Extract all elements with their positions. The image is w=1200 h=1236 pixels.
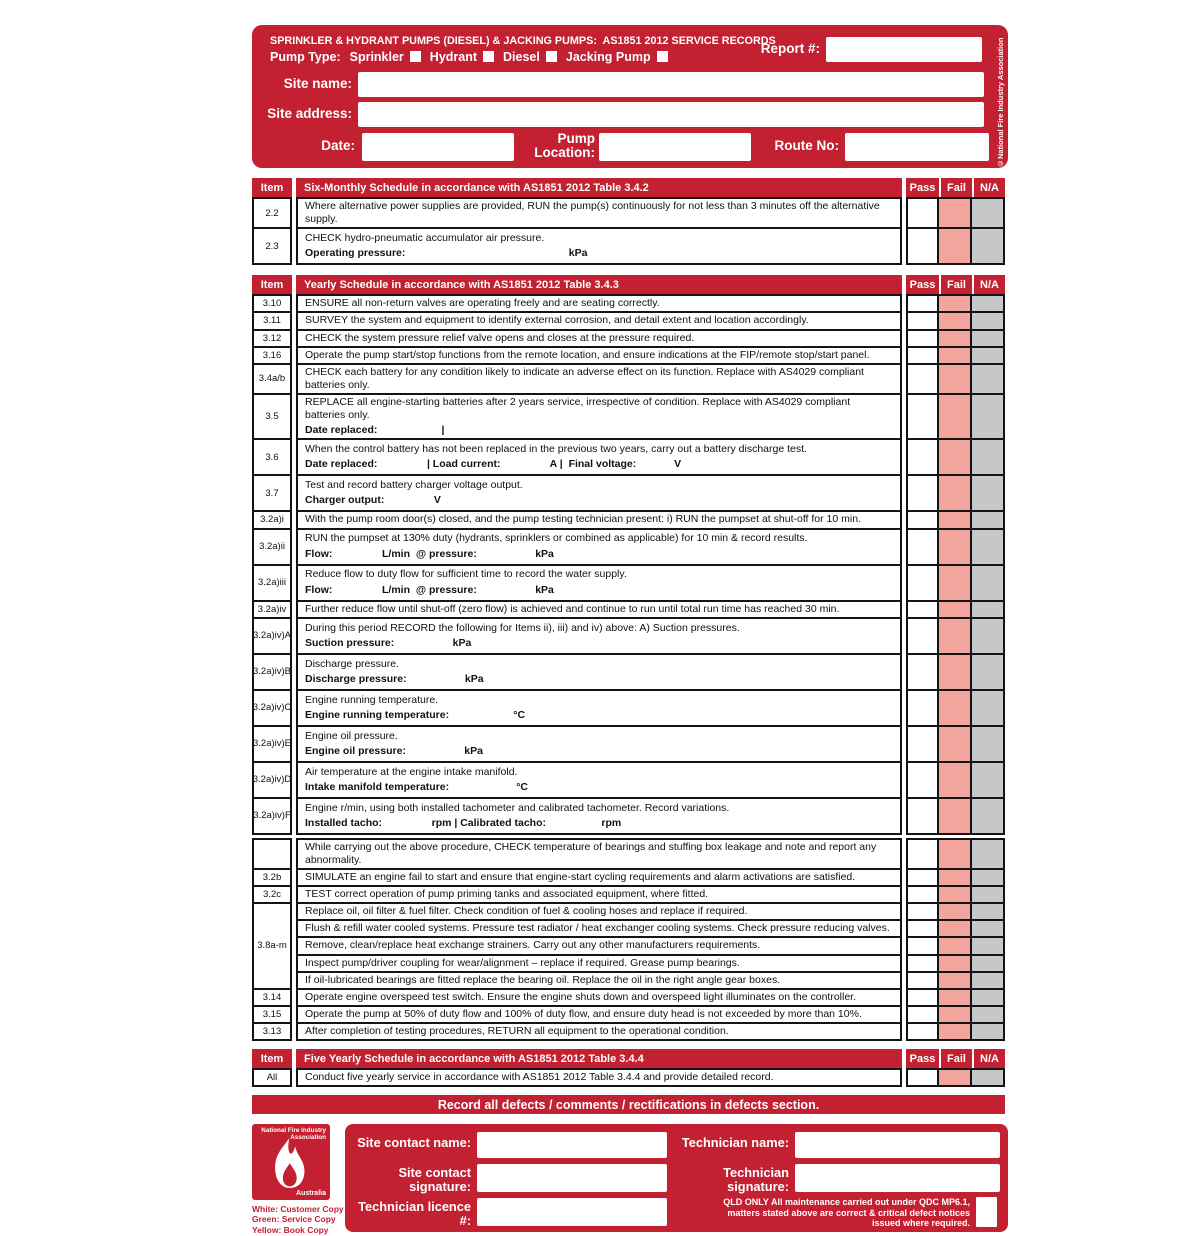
fail-cell[interactable] bbox=[939, 617, 972, 655]
fail-cell[interactable] bbox=[939, 393, 972, 440]
technician-licence-input[interactable] bbox=[477, 1198, 667, 1226]
pump-type-label: Pump Type: bbox=[270, 50, 341, 64]
na-cell[interactable] bbox=[972, 838, 1005, 870]
pass-cell[interactable] bbox=[906, 227, 939, 265]
item-cell: 3.2a)iv bbox=[252, 600, 292, 619]
na-cell[interactable] bbox=[972, 393, 1005, 440]
na-cell[interactable] bbox=[972, 528, 1005, 566]
na-cell[interactable] bbox=[972, 797, 1005, 835]
task-text: Reduce flow to duty flow for sufficient time to record the water supply. bbox=[305, 568, 627, 581]
task-text: Replace oil, oil filter & fuel filter. Check condition of fuel & cooling hoses and replace if required. bbox=[305, 905, 748, 918]
table-row bbox=[252, 725, 1005, 763]
record-line: Intake manifold temperature: °C bbox=[305, 780, 528, 793]
pass-cell[interactable] bbox=[906, 653, 939, 691]
pass-cell[interactable] bbox=[906, 797, 939, 835]
fail-column-header: Fail bbox=[939, 178, 972, 197]
item-cell: 3.6 bbox=[252, 438, 292, 476]
copy-legend bbox=[252, 1204, 344, 1235]
desc-cell bbox=[296, 1022, 902, 1041]
task-text: Conduct five yearly service in accordance with AS1851 2012 Table 3.4.4 and provide detailed record. bbox=[305, 1071, 774, 1084]
item-cell: 3.13 bbox=[252, 1022, 292, 1041]
table-header bbox=[252, 178, 1005, 197]
item-cell: 3.8a-m bbox=[252, 902, 292, 990]
na-cell[interactable] bbox=[972, 617, 1005, 655]
na-cell[interactable] bbox=[972, 438, 1005, 476]
fail-column-header: Fail bbox=[939, 1049, 972, 1068]
qld-checkbox[interactable] bbox=[976, 1197, 997, 1227]
item-column-header: Item bbox=[252, 178, 292, 197]
schedule-title: Six-Monthly Schedule in accordance with AS1851 2012 Table 3.4.2 bbox=[296, 178, 902, 197]
pass-cell[interactable] bbox=[906, 564, 939, 602]
item-cell: 3.7 bbox=[252, 474, 292, 512]
table-row bbox=[252, 1068, 1005, 1087]
pump-location-input[interactable] bbox=[599, 133, 751, 161]
table-row bbox=[252, 838, 1005, 870]
table-row bbox=[252, 363, 1005, 395]
desc-cell bbox=[296, 393, 902, 440]
task-text: Further reduce flow until shut-off (zero flow) is achieved and continue to run until total run time has reached 30 min. bbox=[305, 602, 840, 615]
item-cell: 3.2a)ii bbox=[252, 528, 292, 566]
pump-type-option-label: Diesel bbox=[503, 50, 540, 64]
table-row bbox=[252, 227, 1005, 265]
six-monthly-table bbox=[252, 178, 1005, 265]
pump-type-checkbox-hydrant[interactable] bbox=[483, 51, 494, 62]
task-text: CHECK hydro-pneumatic accumulator air pressure. bbox=[305, 232, 545, 245]
pass-column-header: Pass bbox=[906, 178, 939, 197]
pass-column-header: Pass bbox=[906, 1049, 939, 1068]
pass-cell[interactable] bbox=[906, 725, 939, 763]
table-header bbox=[252, 1049, 1005, 1068]
na-cell[interactable] bbox=[972, 227, 1005, 265]
pass-cell[interactable] bbox=[906, 393, 939, 440]
technician-signature-label: Technician signature: bbox=[723, 1165, 789, 1195]
pass-cell[interactable] bbox=[906, 474, 939, 512]
item-cell: 3.2a)iv)D bbox=[252, 761, 292, 799]
pass-cell[interactable] bbox=[906, 1068, 939, 1087]
site-contact-signature-input[interactable] bbox=[477, 1164, 667, 1192]
record-line: Operating pressure: kPa bbox=[305, 247, 588, 260]
date-input[interactable] bbox=[362, 133, 514, 161]
item-cell: 3.2c bbox=[252, 885, 292, 904]
task-text: SIMULATE an engine fail to start and ensure that engine-start cycling requirements and alarm activations are satisfied. bbox=[305, 870, 856, 883]
task-text: Operate the pump at 50% of duty flow and 100% of duty flow, and ensure duty head is not exceeded by more than 10%. bbox=[305, 1007, 862, 1020]
fail-cell[interactable] bbox=[939, 653, 972, 691]
route-no-label: Route No: bbox=[774, 138, 839, 153]
desc-cell bbox=[296, 363, 902, 395]
table-row bbox=[252, 653, 1005, 691]
record-line: Installed tacho: rpm | Calibrated tacho: rpm bbox=[305, 816, 622, 829]
item-cell: 3.10 bbox=[252, 294, 292, 313]
pass-cell[interactable] bbox=[906, 761, 939, 799]
task-text: Air temperature at the engine intake manifold. bbox=[305, 765, 518, 778]
table-row bbox=[252, 197, 1005, 229]
fail-cell[interactable] bbox=[939, 363, 972, 395]
table-row bbox=[252, 528, 1005, 566]
pump-type-option-hydrant bbox=[430, 50, 494, 64]
schedule-title: Yearly Schedule in accordance with AS1851 2012 Table 3.4.3 bbox=[296, 275, 902, 294]
task-text: Where alternative power supplies are provided, RUN the pump(s) continuously for not less than 3 minutes off the alternative supply. bbox=[305, 200, 880, 226]
item-cell: 3.11 bbox=[252, 311, 292, 330]
table-row bbox=[252, 689, 1005, 727]
pass-cell[interactable] bbox=[906, 363, 939, 395]
item-cell: 3.2a)iv)E bbox=[252, 725, 292, 763]
task-text: CHECK each battery for any condition likely to indicate an adverse effect on its function. Replace with AS4029 compliant batteries only. bbox=[305, 365, 864, 391]
signature-panel bbox=[345, 1124, 1008, 1232]
table-row bbox=[252, 797, 1005, 835]
fail-cell[interactable] bbox=[939, 227, 972, 265]
fail-cell[interactable] bbox=[939, 838, 972, 870]
record-line: Suction pressure: kPa bbox=[305, 636, 472, 649]
fail-cell[interactable] bbox=[939, 1068, 972, 1087]
desc-cell bbox=[296, 725, 902, 763]
record-line: Date replaced: | Load current: A | Final voltage: V bbox=[305, 458, 682, 471]
item-cell: All bbox=[252, 1068, 292, 1087]
fail-cell[interactable] bbox=[939, 797, 972, 835]
desc-cell bbox=[296, 474, 902, 512]
form-header bbox=[252, 25, 1008, 168]
record-line: Engine oil pressure: kPa bbox=[305, 744, 483, 757]
task-text: When the control battery has not been replaced in the previous two years, carry out a battery discharge test. bbox=[305, 443, 807, 456]
site-name-label: Site name: bbox=[283, 76, 352, 91]
na-cell[interactable] bbox=[972, 1022, 1005, 1041]
copy-legend-line: Green: Service Copy bbox=[252, 1214, 336, 1225]
item-cell: 3.14 bbox=[252, 988, 292, 1007]
technician-licence-label: Technician licence #: bbox=[358, 1199, 471, 1229]
desc-cell bbox=[296, 653, 902, 691]
table-row bbox=[252, 617, 1005, 655]
pass-cell[interactable] bbox=[906, 528, 939, 566]
na-cell[interactable] bbox=[972, 197, 1005, 229]
defects-banner: Record all defects / comments / rectifications in defects section. bbox=[252, 1095, 1005, 1114]
na-cell[interactable] bbox=[972, 1068, 1005, 1087]
pump-type-option-jacking bbox=[566, 50, 668, 64]
item-cell: 3.2a)iv)A bbox=[252, 617, 292, 655]
desc-cell bbox=[296, 761, 902, 799]
na-cell[interactable] bbox=[972, 761, 1005, 799]
pass-cell[interactable] bbox=[906, 689, 939, 727]
record-line: Date replaced: | bbox=[305, 424, 445, 437]
item-cell: 3.2a)iv)F bbox=[252, 797, 292, 835]
site-contact-name-label: Site contact name: bbox=[357, 1135, 471, 1151]
desc-cell bbox=[296, 838, 902, 870]
fail-cell[interactable] bbox=[939, 528, 972, 566]
fail-cell[interactable] bbox=[939, 761, 972, 799]
item-cell: 3.16 bbox=[252, 346, 292, 365]
desc-cell bbox=[296, 689, 902, 727]
desc-cell bbox=[296, 564, 902, 602]
pass-cell[interactable] bbox=[906, 1022, 939, 1041]
fail-cell[interactable] bbox=[939, 197, 972, 229]
date-label: Date: bbox=[321, 138, 355, 153]
pump-type-checkbox-sprinkler[interactable] bbox=[410, 51, 421, 62]
pump-type-row bbox=[270, 50, 668, 64]
logo-country-text: Australia bbox=[296, 1190, 326, 1198]
record-line: Flow: L/min @ pressure: kPa bbox=[305, 547, 554, 560]
task-text: Test and record battery charger voltage output. bbox=[305, 479, 523, 492]
na-column-header: N/A bbox=[972, 1049, 1005, 1068]
na-cell[interactable] bbox=[972, 474, 1005, 512]
record-line: Flow: L/min @ pressure: kPa bbox=[305, 583, 554, 596]
item-cell: 3.4a/b bbox=[252, 363, 292, 395]
task-text: After completion of testing procedures, RETURN all equipment to the operational condition. bbox=[305, 1025, 729, 1037]
task-text: RUN the pumpset at 130% duty (hydrants, sprinklers or combined as applicable) for 10 min & record results. bbox=[305, 532, 808, 545]
task-text: ENSURE all non-return valves are operating freely and are seating correctly. bbox=[305, 297, 660, 310]
form-content bbox=[252, 25, 1008, 1236]
report-number-input[interactable] bbox=[826, 37, 982, 62]
pump-location-label: Pump Location: bbox=[534, 131, 595, 161]
pump-type-option-label: Jacking Pump bbox=[565, 50, 651, 64]
table-row bbox=[252, 393, 1005, 440]
task-text: While carrying out the above procedure, CHECK temperature of bearings and stuffing box leakage and note and report any abnormality. bbox=[305, 840, 877, 866]
item-cell: 3.2b bbox=[252, 868, 292, 887]
qld-note: QLD ONLY All maintenance carried out under QDC MP6.1, matters stated above are correct & critical defect notices issued where required. bbox=[723, 1197, 970, 1229]
task-text: Inspect pump/driver coupling for wear/alignment – replace if required. Grease pump bearings. bbox=[305, 956, 740, 969]
fail-cell[interactable] bbox=[939, 474, 972, 512]
pump-type-option-sprinkler bbox=[350, 50, 421, 64]
task-text: Operate engine overspeed test switch. Ensure the engine shuts down and overspeed light illuminates on the controller. bbox=[305, 990, 857, 1003]
fail-cell[interactable] bbox=[939, 689, 972, 727]
pump-type-checkbox-jacking[interactable] bbox=[657, 51, 668, 62]
form-footer bbox=[252, 1124, 1008, 1236]
item-cell: 3.2a)iv)B bbox=[252, 653, 292, 691]
table-row bbox=[252, 564, 1005, 602]
task-text: Discharge pressure. bbox=[305, 657, 399, 670]
desc-cell bbox=[296, 197, 902, 229]
pass-column-header: Pass bbox=[906, 275, 939, 294]
pump-type-option-label: Hydrant bbox=[429, 50, 478, 64]
desc-cell bbox=[296, 797, 902, 835]
item-cell: 3.5 bbox=[252, 393, 292, 440]
fail-cell[interactable] bbox=[939, 438, 972, 476]
desc-cell bbox=[296, 1068, 902, 1087]
form-title: SPRINKLER & HYDRANT PUMPS (DIESEL) & JACKING PUMPS: AS1851 2012 SERVICE RECORDS bbox=[270, 35, 776, 47]
pump-type-option-label: Sprinkler bbox=[349, 50, 404, 64]
pump-type-checkbox-diesel[interactable] bbox=[546, 51, 557, 62]
task-text: Engine running temperature. bbox=[305, 693, 439, 706]
copy-legend-line: White: Customer Copy bbox=[252, 1204, 344, 1215]
pass-cell[interactable] bbox=[906, 438, 939, 476]
task-text: If oil-lubricated bearings are fitted replace the bearing oil. Replace the oil in the right angle gear boxes. bbox=[305, 973, 781, 986]
task-text: With the pump room door(s) closed, and the pump testing technician present: i) RUN the pumpset at shut-off for 10 min. bbox=[305, 513, 861, 526]
desc-cell bbox=[296, 438, 902, 476]
task-text: Engine oil pressure. bbox=[305, 729, 398, 742]
flame-icon bbox=[264, 1137, 314, 1196]
site-contact-signature-label: Site contact signature: bbox=[398, 1165, 471, 1195]
item-column-header: Item bbox=[252, 1049, 292, 1068]
item-cell: 2.3 bbox=[252, 227, 292, 265]
site-address-label: Site address: bbox=[267, 106, 352, 121]
na-column-header: N/A bbox=[972, 275, 1005, 294]
task-text: SURVEY the system and equipment to identify external corrosion, and detail extent and location accordingly. bbox=[305, 314, 809, 327]
desc-cell bbox=[296, 227, 902, 265]
record-line: Discharge pressure: kPa bbox=[305, 672, 484, 685]
table-row-group bbox=[252, 902, 1005, 990]
yearly-table bbox=[252, 275, 1005, 1041]
site-address-input[interactable] bbox=[358, 102, 984, 127]
desc-cell bbox=[296, 528, 902, 566]
fail-column-header: Fail bbox=[939, 275, 972, 294]
na-cell[interactable] bbox=[972, 564, 1005, 602]
task-text: CHECK the system pressure relief valve opens and closes at the pressure required. bbox=[305, 331, 695, 344]
fail-cell[interactable] bbox=[939, 725, 972, 763]
task-text: Remove, clean/replace heat exchange strainers. Carry out any other manufacturers requirements. bbox=[305, 939, 761, 952]
item-cell: 3.2a)iv)C bbox=[252, 689, 292, 727]
desc-cell bbox=[296, 617, 902, 655]
na-cell[interactable] bbox=[972, 363, 1005, 395]
table-row bbox=[252, 438, 1005, 476]
na-cell[interactable] bbox=[972, 653, 1005, 691]
pass-cell[interactable] bbox=[906, 197, 939, 229]
na-column-header: N/A bbox=[972, 178, 1005, 197]
site-contact-name-input[interactable] bbox=[477, 1132, 667, 1158]
technician-name-label: Technician name: bbox=[681, 1135, 789, 1151]
table-row bbox=[252, 474, 1005, 512]
na-cell[interactable] bbox=[972, 725, 1005, 763]
item-cell: 3.12 bbox=[252, 329, 292, 348]
item-cell bbox=[252, 838, 292, 870]
item-cell: 3.2a)i bbox=[252, 510, 292, 529]
copyright-vertical-text: ©National Fire Industry Association bbox=[996, 37, 1005, 168]
copy-legend-line: Yellow: Book Copy bbox=[252, 1224, 329, 1235]
route-no-input[interactable] bbox=[845, 133, 989, 161]
table-row bbox=[252, 1022, 1005, 1041]
pump-type-option-diesel bbox=[503, 50, 557, 64]
task-text: REPLACE all engine-starting batteries after 2 years service, irrespective of condition. Replace with AS4029 compliant batteries only. bbox=[305, 396, 851, 422]
technician-signature-input[interactable] bbox=[795, 1164, 1000, 1192]
item-cell: 3.15 bbox=[252, 1005, 292, 1024]
fail-cell[interactable] bbox=[939, 564, 972, 602]
item-cell: 2.2 bbox=[252, 197, 292, 229]
technician-name-input[interactable] bbox=[795, 1132, 1000, 1158]
table-row bbox=[252, 761, 1005, 799]
na-cell[interactable] bbox=[972, 689, 1005, 727]
item-column-header: Item bbox=[252, 275, 292, 294]
task-text: Engine r/min, using both installed tachometer and calibrated tachometer. Record variations. bbox=[305, 801, 730, 814]
schedule-title: Five Yearly Schedule in accordance with AS1851 2012 Table 3.4.4 bbox=[296, 1049, 902, 1068]
group-lines bbox=[296, 902, 1005, 990]
logo-org-text: National Fire Industry Association bbox=[261, 1127, 326, 1142]
task-text: TEST correct operation of pump priming tanks and associated equipment, where fitted. bbox=[305, 888, 709, 900]
fail-cell[interactable] bbox=[939, 1022, 972, 1041]
five-yearly-table bbox=[252, 1049, 1005, 1087]
record-line: Charger output: V bbox=[305, 494, 441, 507]
site-name-input[interactable] bbox=[358, 72, 984, 97]
task-text: Flush & refill water cooled systems. Pressure test radiator / heat exchanger cooling systems. Check pressure reducing valves. bbox=[305, 922, 890, 935]
task-text: Operate the pump start/stop functions from the remote location, and ensure indications at the FIP/remote stop/start panel. bbox=[305, 348, 870, 361]
pass-cell[interactable] bbox=[906, 838, 939, 870]
nfia-logo bbox=[252, 1124, 330, 1200]
table-header bbox=[252, 275, 1005, 294]
task-text: During this period RECORD the following for Items ii), iii) and iv) above: A) Suction pressures. bbox=[305, 621, 740, 634]
report-number-label: Report #: bbox=[760, 41, 820, 56]
item-cell: 3.2a)iii bbox=[252, 564, 292, 602]
pass-cell[interactable] bbox=[906, 617, 939, 655]
record-line: Engine running temperature: °C bbox=[305, 708, 526, 721]
